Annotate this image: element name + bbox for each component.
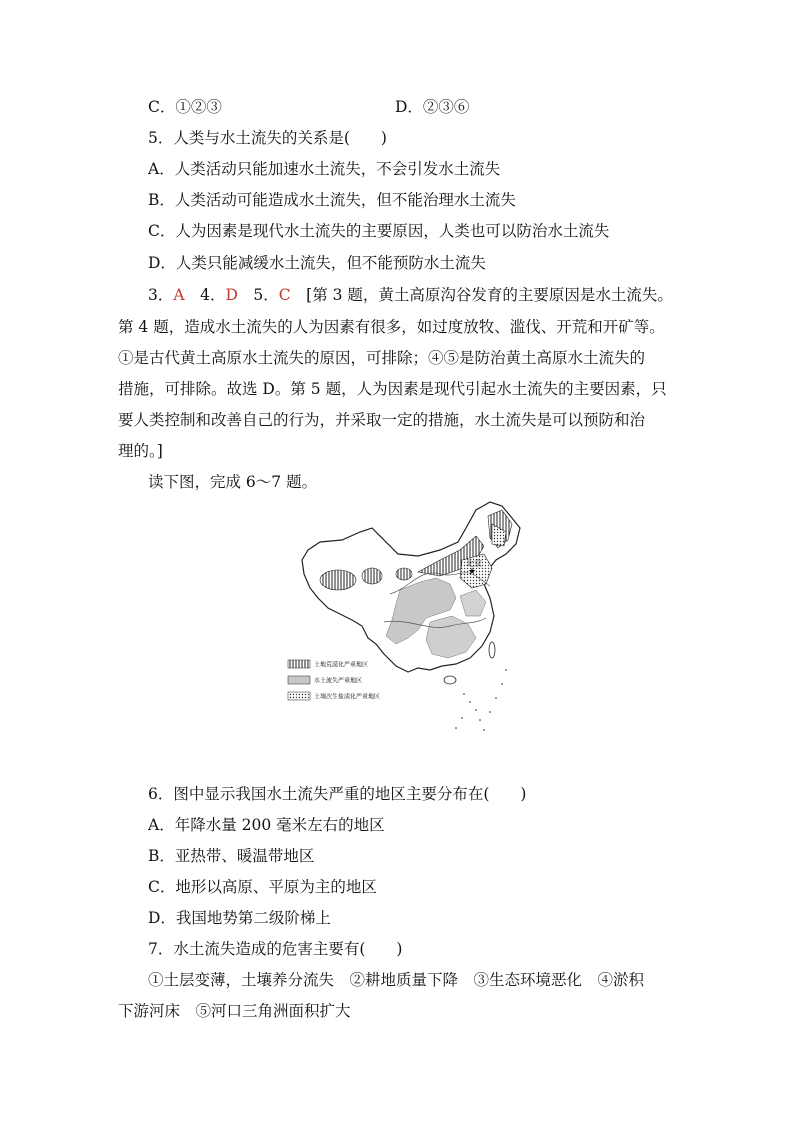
q7-stem: 7．水土流失造成的危害主要有( ) bbox=[148, 940, 403, 958]
q7-items-1: ①土层变薄，土壤养分流失 ②耕地质量下降 ③生态环境恶化 ④淤积 bbox=[148, 971, 645, 989]
desertification-qinghai bbox=[396, 568, 412, 580]
q6-option-a: A．年降水量 200 毫米左右的地区 bbox=[148, 816, 385, 834]
q4-option-d: D．②③⑥ bbox=[395, 98, 470, 116]
legend-salinization: 土壤次生盐渍化严重地区 bbox=[314, 693, 381, 701]
beijing-star-icon: ★ bbox=[468, 567, 477, 577]
q5-option-a: A．人类活动只能加速水土流失，不会引发水土流失 bbox=[148, 160, 501, 178]
explanation-1: [第 3 题，黄土高原沟谷发育的主要原因是水土流失。 bbox=[290, 286, 673, 304]
answer-line bbox=[148, 284, 673, 306]
legend-swatch-desertification bbox=[288, 660, 310, 668]
answer-num-3: 3． bbox=[148, 286, 174, 304]
intro-text: 读下图，完成 6～7 题。 bbox=[148, 473, 318, 491]
q4-option-c: C．①②③ bbox=[148, 98, 222, 116]
answer-3: A bbox=[173, 286, 185, 304]
q5-option-c: C．人为因素是现代水土流失的主要原因，人类也可以防治水土流失 bbox=[148, 222, 610, 240]
q5-stem: 5．人类与水土流失的关系是( ) bbox=[148, 129, 387, 147]
explanation-3: ①是古代黄土高原水土流失的原因，可排除；④⑤是防治黄土高原水土流失的 bbox=[118, 349, 646, 367]
china-map-figure bbox=[280, 498, 535, 748]
hainan-island bbox=[444, 676, 456, 684]
legend-swatch-erosion bbox=[288, 676, 310, 684]
legend-desertification: 土地荒漠化严重地区 bbox=[314, 661, 369, 669]
desertification-xinjiang-1 bbox=[320, 570, 356, 590]
legend-swatch-salinization bbox=[288, 692, 310, 700]
desertification-xinjiang-2 bbox=[362, 568, 382, 584]
q6-option-c: C．地形以高原、平原为主的地区 bbox=[148, 878, 377, 896]
answer-5: C bbox=[278, 286, 291, 304]
q5-option-b: B．人类活动可能造成水土流失，但不能治理水土流失 bbox=[148, 191, 516, 209]
q5-option-d: D．人类只能减缓水土流失，但不能预防水土流失 bbox=[148, 254, 486, 272]
beijing-label: 北京 bbox=[466, 559, 482, 568]
answer-num-5: 5． bbox=[237, 286, 279, 304]
taiwan-island bbox=[489, 642, 495, 658]
explanation-2: 第 4 题，造成水土流失的人为因素有很多，如过度放牧、滥伐、开荒和开矿等。 bbox=[118, 318, 665, 336]
q6-stem: 6．图中显示我国水土流失严重的地区主要分布在( ) bbox=[148, 785, 527, 803]
explanation-6: 理的。] bbox=[118, 442, 163, 460]
south-china-sea-islands bbox=[455, 669, 507, 731]
explanation-5: 要人类控制和改善自己的行为，并采取一定的措施，水土流失是可以预防和治 bbox=[118, 411, 646, 429]
q6-option-b: B．亚热带、暖温带地区 bbox=[148, 847, 315, 865]
q7-items-2: 下游河床 ⑤河口三角洲面积扩大 bbox=[118, 1002, 351, 1020]
explanation-4: 措施，可排除。故选 D。第 5 题，人为因素是现代引起水土流失的主要因素，只 bbox=[118, 380, 667, 398]
legend-erosion: 水土流失严重地区 bbox=[314, 677, 363, 685]
answer-4: D bbox=[225, 286, 238, 304]
answer-num-4: 4． bbox=[184, 286, 226, 304]
q6-option-d: D．我国地势第二级阶梯上 bbox=[148, 909, 331, 927]
